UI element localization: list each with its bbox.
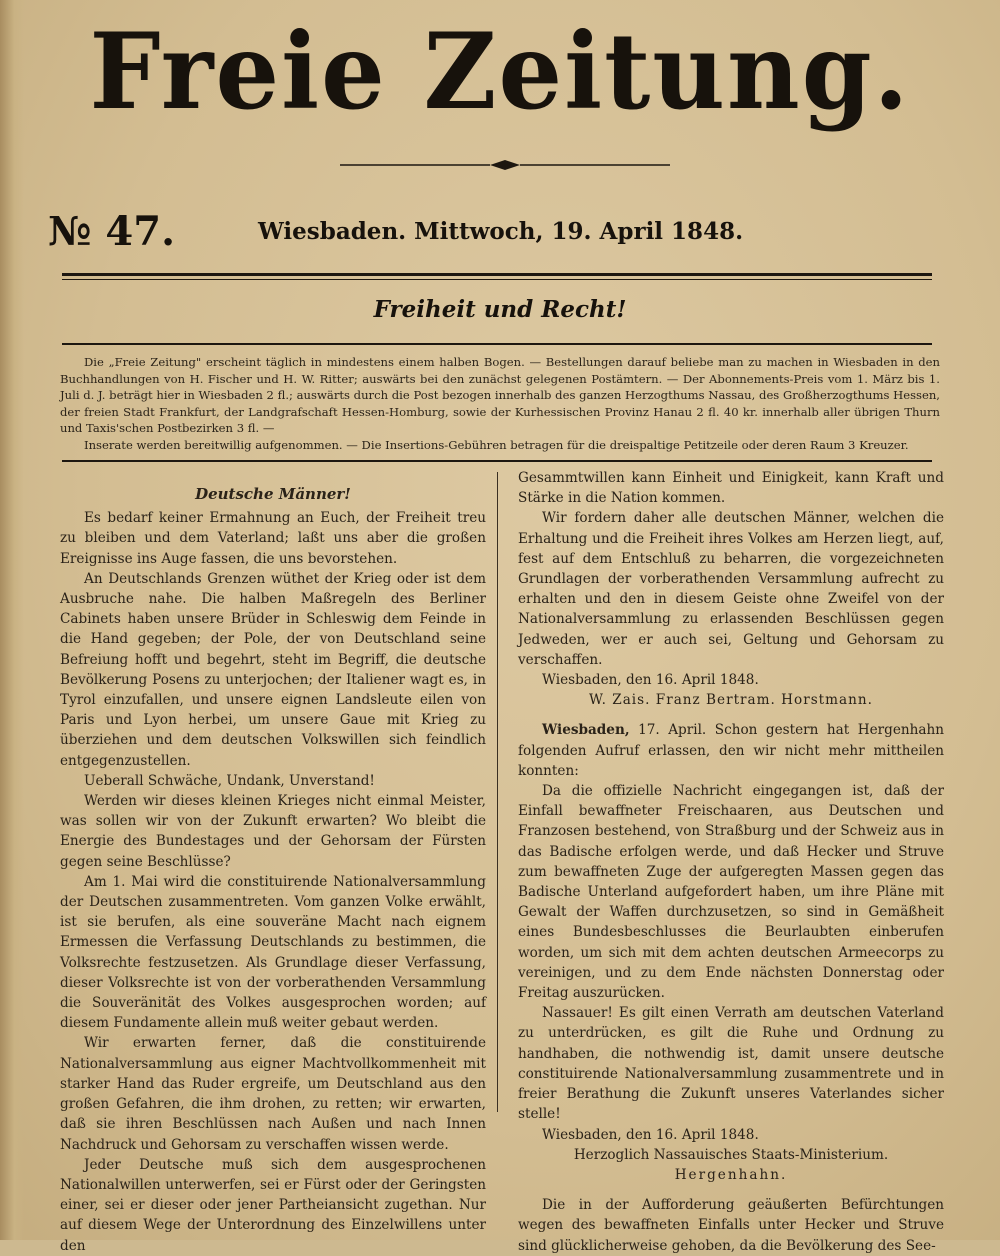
minister-signature: Hergenhahn. xyxy=(674,1166,788,1183)
notice-paragraph: Die „Freie Zeitung" erscheint täglich in mindestens einem halben Bogen. — Bestellungen darauf beliebe man zu machen in Wiesbaden in den Buchhandlungen von H. Fischer und H. W. Ritter; auswärts bei den zunächst gelegenen Postämtern. — Der Abonnements-Preis vom 1. März bis 1. Juli d. J. beträgt hier in Wiesbaden 2 fl.; auswärts durch die Post bezogen innerhalb des ganzen Herzogthums Nassau, des Großherzogthums Hessen, der freien Stadt Frankfurt, der Landgrafschaft Hessen-Homburg, sowie der Kurhessischen Provinz Hanau 2 fl. 40 kr. innerhalb aller übrigen Thurn und Taxis'schen Postbezirken 3 fl. — xyxy=(60,355,940,435)
top-rule-thick xyxy=(62,273,932,276)
page-binding-edge xyxy=(0,0,24,1240)
article-paragraph: Wir fordern daher alle deutschen Männer, welchen die Erhaltung und die Freiheit ihres Volkes am Herzen liegt, auf, fest auf dem Entschluß zu beharren, die vorgezeichneten Grundlagen der vorberathenden Versammlung aufrecht zu erhalten und den in diesem Geiste ohne Zweifel von der Nationalversammlung zu erlassenden Beschlüssen gegen Jedweden, wer er auch sei, Geltung und Gehorsam zu verschaffen. xyxy=(518,510,944,668)
notice-paragraph: Inserate werden bereitwillig aufgenommen. — Die Insertions-Gebühren betragen für die dreispaltige Petitzeile oder deren Raum 3 Kreuzer. xyxy=(84,437,909,452)
motto-rule xyxy=(62,343,932,345)
news-place: Wiesbaden, xyxy=(542,722,630,739)
article-heading: Deutsche Männer! xyxy=(195,485,351,503)
proclamation-paragraph: Nassauer! Es gilt einen Verrath am deutschen Vaterland zu unterdrücken, es gilt die Ruhe und Ordnung zu handhaben, die nothwendig ist, damit unsere deutsche constituirende Nationalversammlung zusammentrete und in freier Berathung die Zukunft unseres Vaterlandes sicher stelle! xyxy=(518,1005,944,1123)
masthead-title: Freie Zeitung. xyxy=(89,9,911,133)
motto: Freiheit und Recht! xyxy=(373,296,627,323)
column-divider xyxy=(497,472,498,1112)
issue-line xyxy=(48,208,948,258)
article-paragraph: Die in der Aufforderung geäußerten Befürchtungen wegen des bewaffneten Einfalls unter Hecker und Struve sind glücklicherweise gehoben, da die Bevölkerung des See- xyxy=(518,1197,944,1254)
news-lead-text: 17. April. Schon gestern hat Hergenhahn folgenden Aufruf erlassen, den wir nicht mehr mittheilen konnten: xyxy=(518,722,944,779)
issue-number: № 47. xyxy=(48,208,175,255)
issue-place-date: Wiesbaden. Mittwoch, 19. April 1848. xyxy=(258,218,744,245)
signatories: W. Zais. Franz Bertram. Horstmann. xyxy=(589,692,873,709)
article-paragraph: Gesammtwillen kann Einheit und Einigkeit, kann Kraft und Stärke in die Nation kommen. xyxy=(518,470,944,507)
article-paragraph: An Deutschlands Grenzen wüthet der Krieg oder ist dem Ausbruche nahe. Die halben Maßregeln des Berliner Cabinets haben unsere Brüder in Schleswig dem Feinde in die Hand gegeben; der Pole, der von Deutschland seine Befreiung hofft und begehrt, steht im Begriff, die deutsche Bevölkerung Posens zu unterjochen; der Italiener wagt es, in Tyrol einzufallen, und unsere eignen Landsleute eilen von Paris und Lyon herbei, um unsere Gaue mit Krieg zu überziehen und dem deutschen Volkswillen sich feindlich entgegenzustellen. xyxy=(60,570,486,769)
article-paragraph: Am 1. Mai wird die constituirende Nationalversammlung der Deutschen zusammentreten. Vom ganzen Volke erwählt, ist sie berufen, als eine souveräne Macht nach eignem Ermessen die Verfassung Deutschlands zu bestimmen, die Volksrechte festzusetzen. Als Grundlage dieser Verfassung, dieser Volksrechte ist von der vorberathenden Versammlung die Souveränität des Volkes ausgesprochen worden; auf diesem Fundamente allein muß weiter gebaut werden. xyxy=(60,873,486,1032)
article-paragraph: Es bedarf keiner Ermahnung an Euch, der Freiheit treu zu bleiben und dem Vaterland; laßt uns aber die großen Ereignisse ins Auge fassen, die uns bevorstehen. xyxy=(60,510,486,567)
article-paragraph: Ueberall Schwäche, Undank, Unverstand! xyxy=(84,772,375,789)
article-paragraph: Werden wir dieses kleinen Krieges nicht einmal Meister, was sollen wir von der Zukunft erwarten? Wo bleibt die Energie des Bundestages und der Gehorsam der Fürsten gegen seine Beschlüsse? xyxy=(60,793,486,870)
dateline: Wiesbaden, den 16. April 1848. xyxy=(542,1126,759,1143)
ministry-signature: Herzoglich Nassauisches Staats-Ministerium. xyxy=(573,1146,889,1163)
article-paragraph: Jeder Deutsche muß sich dem ausgesprochenen Nationalwillen unterwerfen, sei er Fürst oder der Geringsten einer, sei er dieser oder jener Partheiansicht zugethan. Nur auf diesem Wege der Unterordnung des Einzelwillens unter den xyxy=(60,1156,486,1254)
subscription-notice xyxy=(60,354,940,453)
masthead-ornament xyxy=(340,158,670,172)
notice-rule xyxy=(62,460,932,462)
article-paragraph: Wir erwarten ferner, daß die constituirende Nationalversammlung aus eigner Machtvollkommenheit mit starker Hand das Ruder ergreife, um Deutschland aus den großen Gefahren, die ihm drohen, zu retten; wir erwarten, daß sie ihren Beschlüssen nach Außen und nach Innen Nachdruck und Gehorsam zu verschaffen wissen werde. xyxy=(60,1035,486,1153)
left-column xyxy=(60,478,486,1256)
right-column xyxy=(518,468,944,1256)
news-lead xyxy=(518,720,944,781)
dateline: Wiesbaden, den 16. April 1848. xyxy=(542,672,759,689)
proclamation-paragraph: Da die offizielle Nachricht eingegangen ist, daß der Einfall bewaffneter Freischaaren, aus Deutschen und Franzosen bestehend, von Straßburg und der Schweiz aus in das Badische erfolgen werde, und daß Hecker und Struve zum bewaffneten Zuge der aufgeregten Massen gegen das Badische Unterland aufgefordert haben, um ihre Pläne mit Gewalt der Waffen durchzusetzen, so sind in Gemäßheit eines Bundesbeschlusses die Beurlaubten einberufen worden, um sich mit dem achten deutschen Armeecorps zu vereinigen, und zu dem Ende nächsten Donnerstag oder Freitag auszurücken. xyxy=(518,783,944,1002)
top-rule-thin xyxy=(62,279,932,280)
